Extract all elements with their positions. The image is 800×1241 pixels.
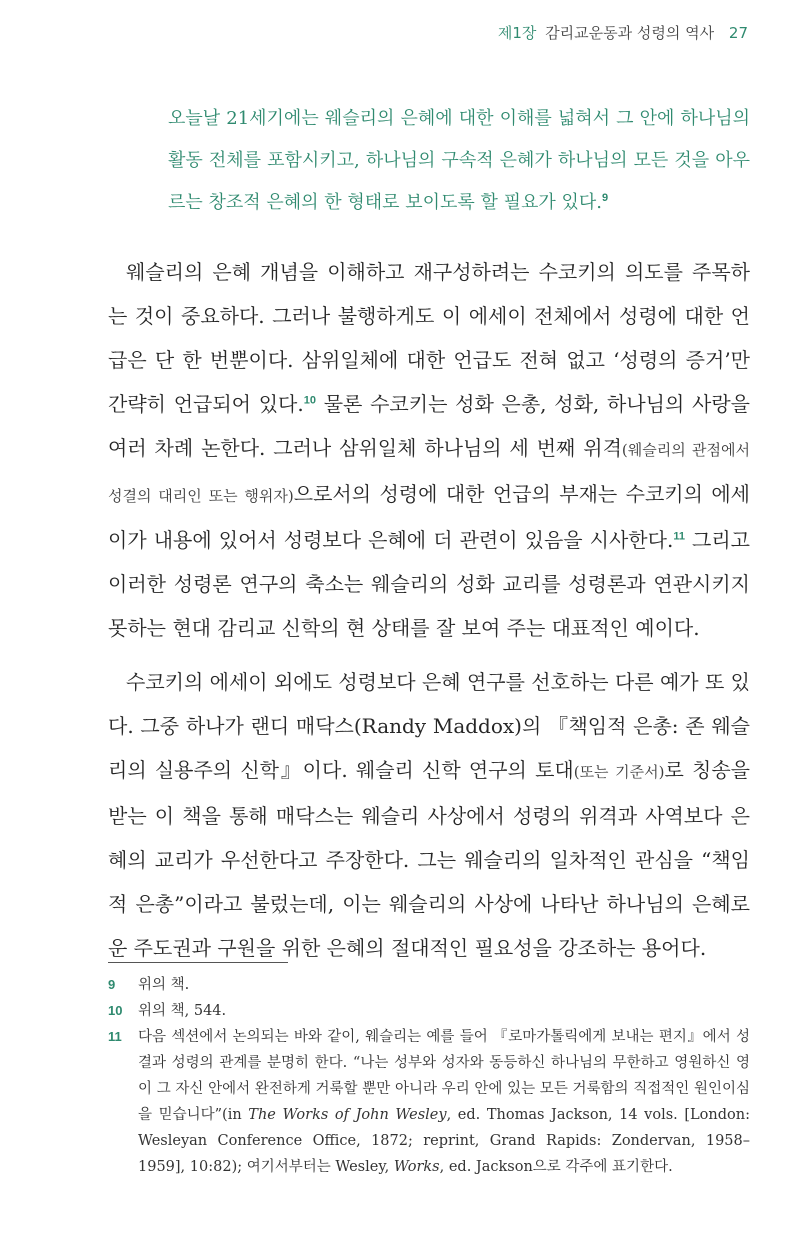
p2-parenthetical: (또는 기준서) [573, 763, 665, 781]
p2-text-b: 로 칭송을 받는 이 책을 통해 매닥스는 웨슬리 사상에서 성령의 위격과 사역보다 은혜의 교리가 우선한다고 주장한다. 그는 웨슬리의 일차적인 관심을 “책임적 은총”이라고 불렀는데, 이는 웨슬리의 사상에 나타난 하나님의 은혜로운 주도권과 구원을 위한 은혜의 절대적인 필요성을 강조하는 용어다. [108, 758, 750, 960]
footnote-text: 위의 책, 544. [138, 1003, 227, 1019]
footnote-text [138, 1024, 750, 1180]
p2-text-a: 수코키의 에세이 외에도 성령보다 은혜 연구를 선호하는 다른 예가 또 있다. 그중 하나가 랜디 매닥스(Randy Maddox)의 『책임적 은총: 존 웨슬리의 실용주의 신학』이다. 웨슬리 신학 연구의 토대 [108, 670, 750, 782]
main-text [108, 250, 750, 970]
footnote-11 [108, 1024, 750, 1180]
footnotes [108, 972, 750, 1180]
chapter-title: 감리교운동과 성령의 역사 [545, 24, 715, 42]
footnote-ref-9[interactable]: 9 [602, 192, 609, 204]
footnote-text: 위의 책. [138, 977, 190, 993]
p1-text-b: 물론 수코키는 성화 은총, 성화, 하나님의 사랑을 여러 차례 논한다. 그러나 삼위일체 하나님의 세 번째 위격 [108, 392, 751, 460]
fn11-text-c: , ed. Jackson으로 각주에 표기한다. [439, 1159, 673, 1175]
paragraph-1 [108, 250, 750, 650]
fn11-works: Works [393, 1159, 440, 1175]
page-number: 27 [728, 24, 748, 42]
footnote-ref-10[interactable]: 10 [303, 394, 316, 407]
p1-text-d: 그리고 이러한 성령론 연구의 축소는 웨슬리의 성화 교리를 성령론과 연관시키지 못하는 현대 감리교 신학의 현 상태를 잘 보여 주는 대표적인 예이다. [108, 528, 750, 640]
footnote-number: 9 [108, 977, 116, 992]
footnote-number: 10 [108, 1003, 123, 1018]
paragraph-2 [108, 660, 750, 970]
footnote-number: 11 [108, 1029, 122, 1044]
p1-text-a: 웨슬리의 은혜 개념을 이해하고 재구성하려는 수코키의 의도를 주목하는 것이 중요하다. 그러나 불행하게도 이 에세이 전체에서 성령에 대한 언급은 단 한 번뿐이다. 삼위일체에 대한 언급도 전혀 없고 ‘성령의 증거’만 간략히 언급되어 있다. [108, 260, 751, 416]
chapter-label: 제1장 [497, 24, 537, 42]
quote-paragraph [168, 98, 750, 224]
p1-text-c: 으로서의 성령에 대한 언급의 부재는 수코키의 에세이가 내용에 있어서 성령보다 은혜에 더 관련이 있음을 시사한다. [108, 482, 750, 552]
footnote-9 [108, 972, 750, 998]
fn11-text-a: 다음 섹션에서 논의되는 바와 같이, 웨슬리는 예를 들어 『로마가톨릭에게 보내는 편지』에서 성결과 성령의 관계를 분명히 한다. “나는 성부와 성자와 동등하신 하나님의 무한하고 영원하신 영이 그 자신 안에서 완전하게 거룩할 뿐만 아니라 우리 안에 있는 모든 거룩함의 직접적인 원인이심을 믿습니다”(in [138, 1029, 750, 1123]
footnote-divider [108, 962, 288, 963]
fn11-book-title: The Works of John Wesley [248, 1107, 447, 1123]
footnote-10 [108, 998, 750, 1024]
quote-text: 오늘날 21세기에는 웨슬리의 은혜에 대한 이해를 넓혀서 그 안에 하나님의 활동 전체를 포함시키고, 하나님의 구속적 은혜가 하나님의 모든 것을 아우르는 창조적 은혜의 한 형태로 보이도록 할 필요가 있다. [168, 108, 750, 213]
fn11-text-b: , ed. Thomas Jackson, 14 vols. [London: Wesleyan Conference Office, 1872; reprint, Grand Rapids: Zondervan, 1958–1959], 10:82); 여기서부터는 Wesley, [138, 1107, 750, 1175]
running-header [498, 22, 748, 43]
footnote-ref-11[interactable]: 11 [673, 530, 685, 543]
p1-parenthetical: (웨슬리의 관점에서 성결의 대리인 또는 행위자) [108, 441, 751, 505]
block-quote [168, 98, 750, 224]
